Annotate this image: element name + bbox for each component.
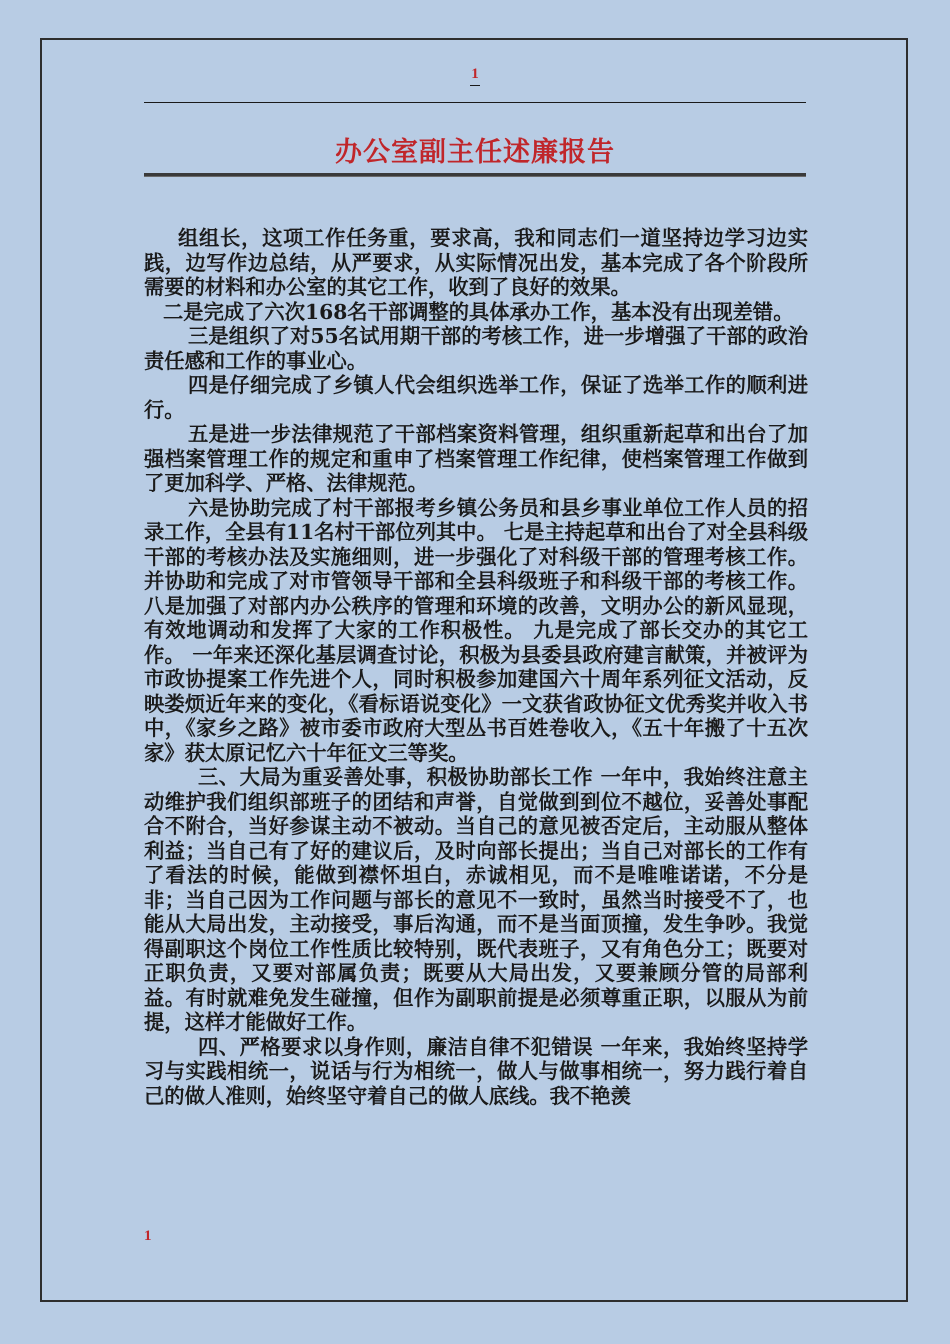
paragraph-8: 四、严格要求以身作则，廉洁自律不犯错误 一年来，我始终坚持学习与实践相统一，说话与行为相统一，做人与做事相统一，努力践行着自己的做人准则，始终坚守着自己的做人底线。我不艳羡 xyxy=(144,1034,808,1108)
paragraph-4: 四是仔细完成了乡镇人代会组织选举工作，保证了选举工作的顺利进行。 xyxy=(144,373,808,422)
title-rule xyxy=(144,173,806,176)
header-rule xyxy=(144,102,806,103)
paragraph-3: 三是组织了对55名试用期干部的考核工作，进一步增强了干部的政治责任感和工作的事业心。 xyxy=(144,324,808,373)
paragraph-6: 六是协助完成了村干部报考乡镇公务员和县乡事业单位工作人员的招录工作，全县有11名村干部位列其中。 七是主持起草和出台了对全县科级干部的考核办法及实施细则，进一步强化了对科级干部的管理考核工作。并协助和完成了对市管领导干部和全县科级班子和科级干部的考核工作。 八是加强了对部内办公秩序的管理和环境的改善，文明办公的新风显现，有效地调动和发挥了大家的工作积极性。 九是完成了部长交办的其它工作。 一年来还深化基层调查讨论，积极为县委县政府建言献策，并被评为市政协提案工作先进个人，同时积极参加建国六十周年系列征文活动，反映娄烦近年来的变化，《看标语说变化》一文获省政协征文优秀奖并收入书中，《家乡之路》被市委市政府大型丛书百姓卷收入，《五十年搬了十五次家》获太原记忆六十年征文三等奖。 xyxy=(144,495,809,765)
paragraph-5: 五是进一步法律规范了干部档案资料管理，组织重新起草和出台了加强档案管理工作的规定和重申了档案管理工作纪律，使档案管理工作做到了更加科学、严格、法律规范。 xyxy=(144,422,808,495)
header-page-number-underline xyxy=(470,85,480,86)
paragraph-1: 组组长，这项工作任务重，要求高，我和同志们一道坚持边学习边实践，边写作边总结，从严要求，从实际情况出发，基本完成了各个阶段所需要的材料和办公室的其它工作，收到了良好的效果。 xyxy=(144,226,808,299)
footer-page-number: 1 xyxy=(144,1228,152,1244)
paragraph-7: 三、大局为重妥善处事，积极协助部长工作 一年中，我始终注意主动维护我们组织部班子的团结和声誉，自觉做到到位不越位，妥善处事配合不附合，当好参谋主动不被动。当自己的意见被否定后，主动服从整体利益；当自己有了好的建议后，及时向部长提出；当自己对部长的工作有了看法的时候，能做到襟怀坦白，赤诚相见，而不是唯唯诺诺，不分是非；当自己因为工作问题与部长的意见不一致时，虽然当时接受不了，也能从大局出发，主动接受，事后沟通，而不是当面顶撞，发生争吵。我觉得副职这个岗位工作性质比较特别，既代表班子，又有角色分工；既要对正职负责，又要对部属负责；既要从大局出发，又要兼顾分管的局部利益。有时就难免发生碰撞，但作为副职前提是必须尊重正职，以服从为前提，这样才能做好工作。 xyxy=(144,765,808,1034)
header-page-number: 1 xyxy=(471,66,479,82)
document-title: 办公室副主任述廉报告 xyxy=(335,137,615,168)
document-body xyxy=(144,226,808,1108)
paragraph-2: 二是完成了六次168名干部调整的具体承办工作，基本没有出现差错。 xyxy=(163,299,794,324)
